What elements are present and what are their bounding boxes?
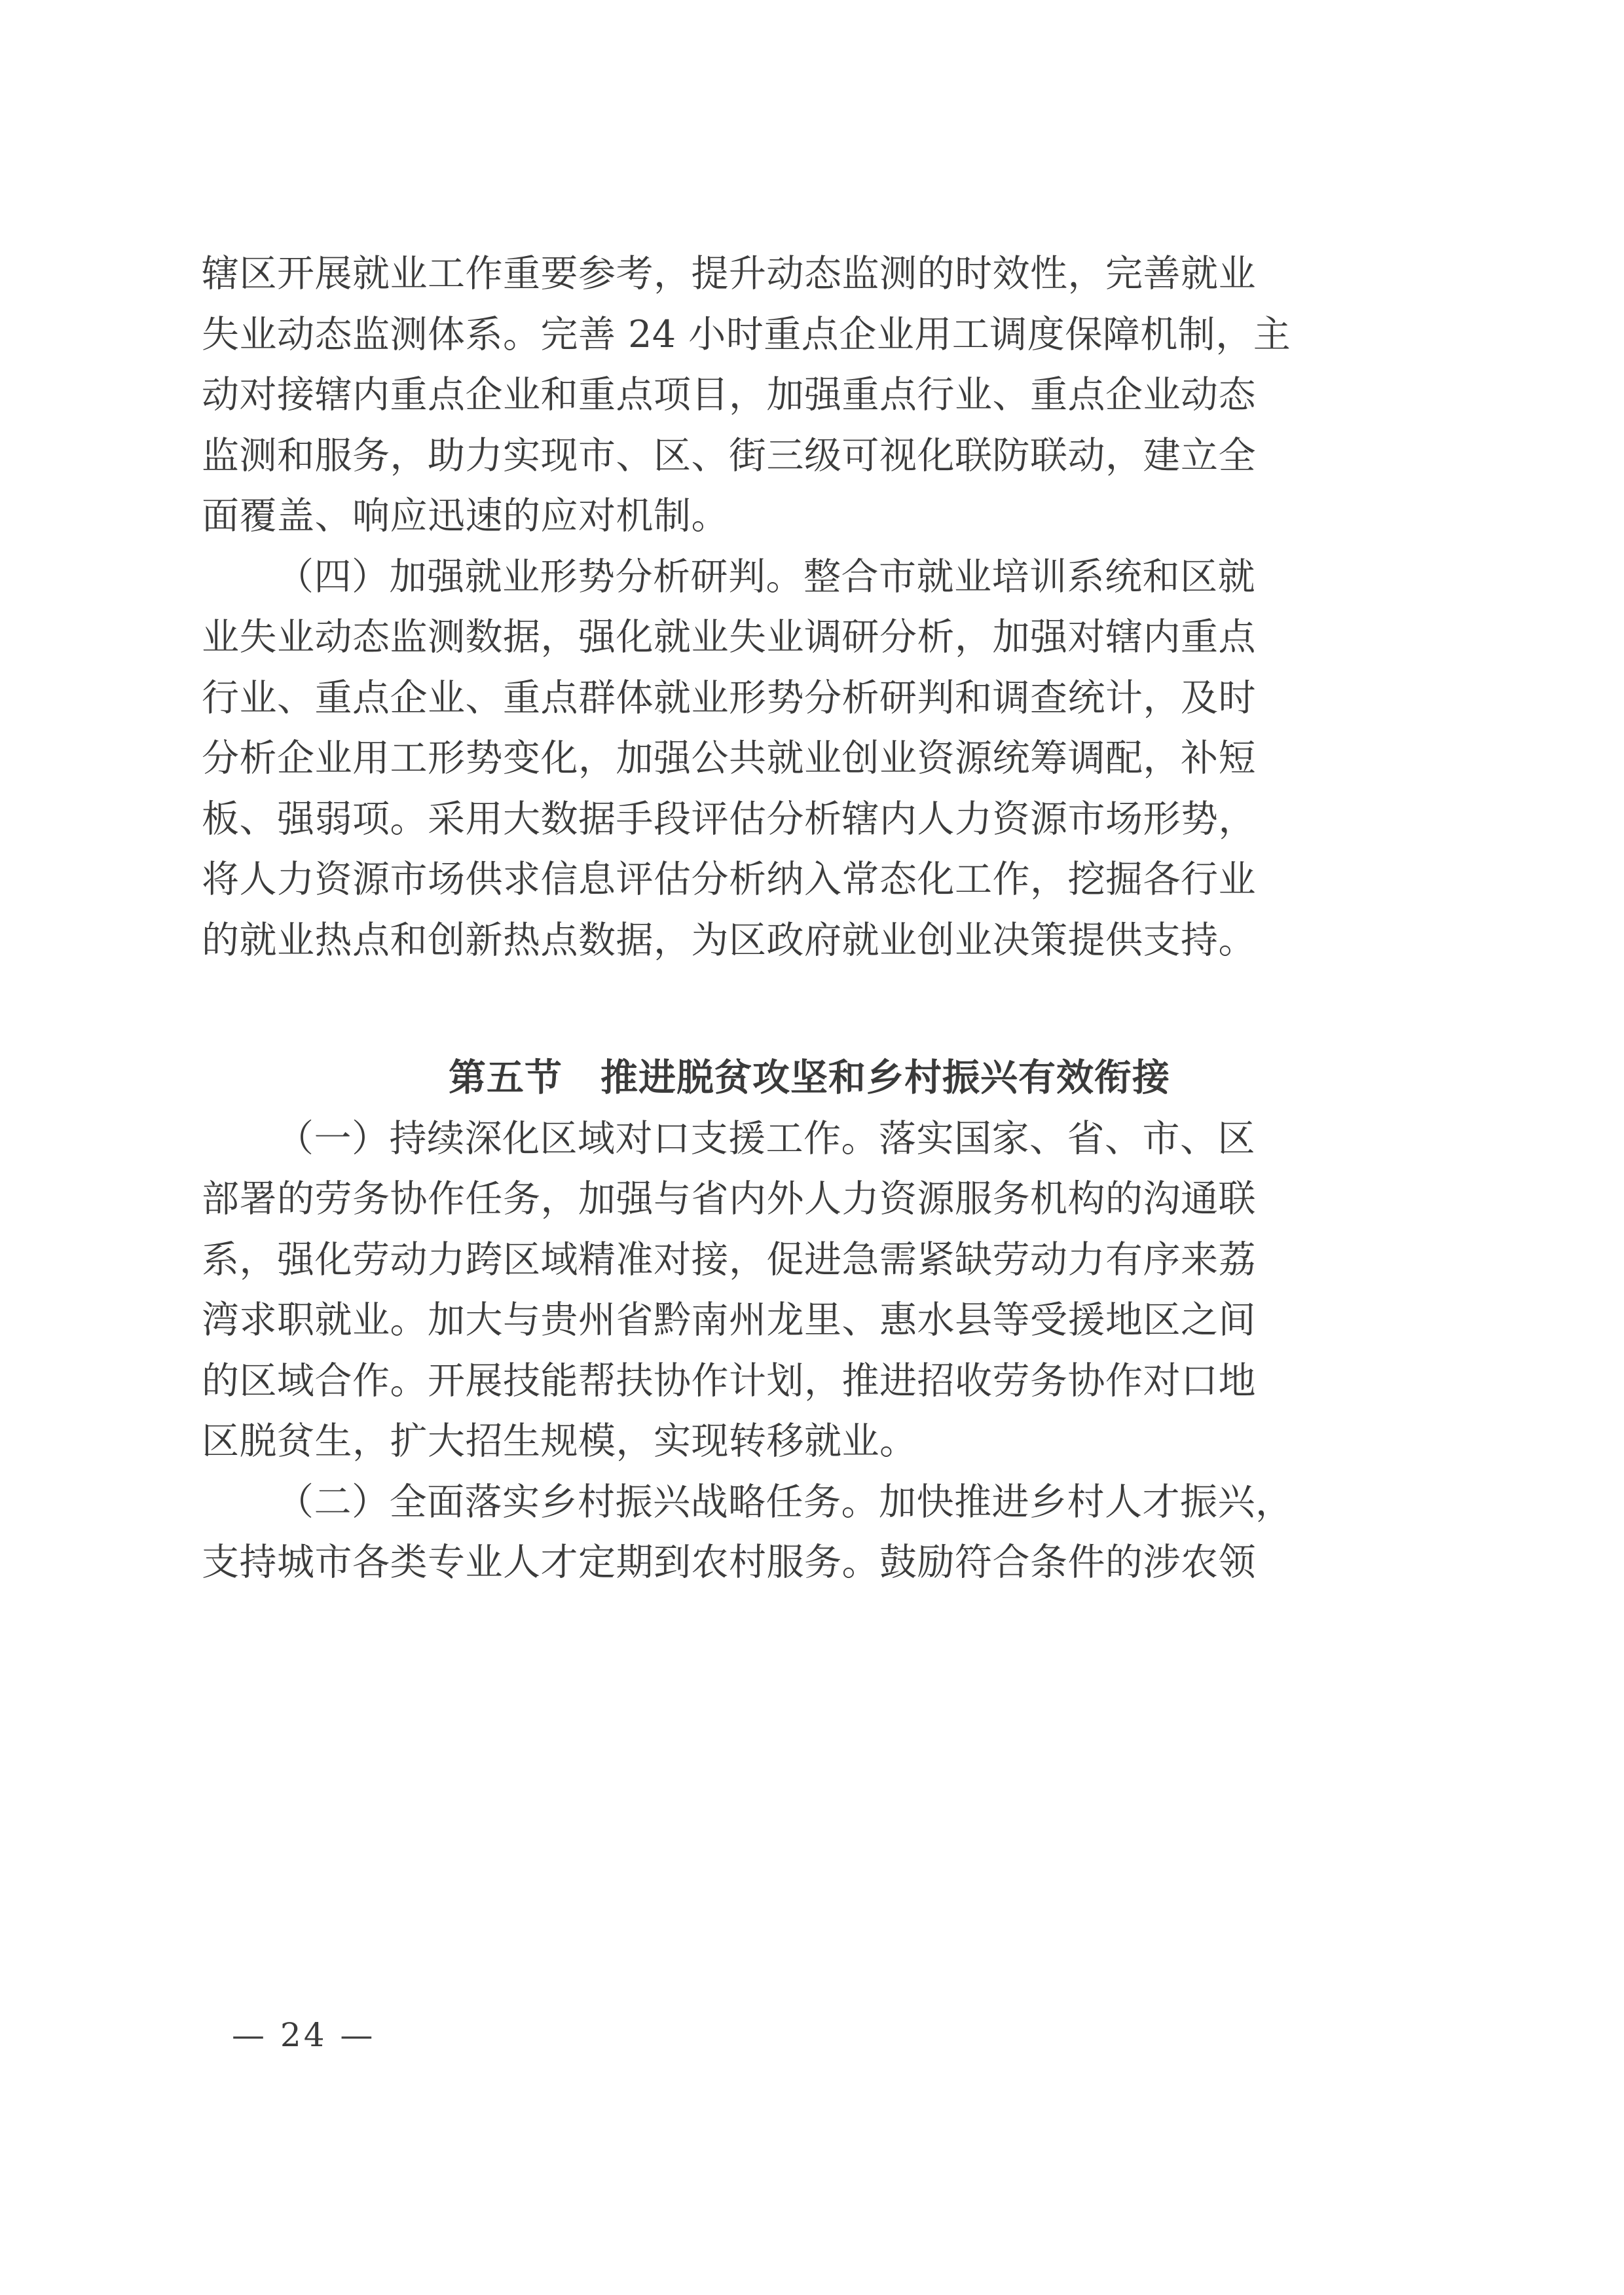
line-text: 系，强化劳动力跨区域精准对接，促进急需紧缺劳动力有序来荔 <box>202 1238 1256 1281</box>
line-text: 辖区开展就业工作重要参考，提升动态监测的时效性，完善就业 <box>202 252 1256 295</box>
line-text: 的区域合作。开展技能帮扶协作计划，推进招收劳务协作对口地 <box>202 1359 1256 1403</box>
line-text: 行业、重点企业、重点群体就业形势分析研判和调查统计，及时 <box>202 676 1256 720</box>
spacer-before-heading <box>202 970 1417 1048</box>
line-text: 业失业动态监测数据，强化就业失业调研分析，加强对辖内重点 <box>202 615 1256 659</box>
paragraph-item-four <box>202 547 1417 971</box>
line-text: 面覆盖、响应迅速的应对机制。 <box>202 494 729 538</box>
line-text: （二）全面落实乡村振兴战略任务。加快推进乡村人才振兴， <box>276 1480 1293 1524</box>
text-line <box>202 365 1417 426</box>
text-line <box>202 1230 1417 1291</box>
text-line <box>202 1109 1417 1169</box>
line-text: （四）加强就业形势分析研判。整合市就业培训系统和区就 <box>276 555 1255 598</box>
text-line <box>202 426 1417 487</box>
line-text: （一）持续深化区域对口支援工作。落实国家、省、市、区 <box>276 1116 1255 1160</box>
text-line <box>202 1532 1417 1593</box>
text-line <box>202 547 1417 608</box>
text-line <box>202 668 1417 729</box>
line-text: 部署的劳务协作任务，加强与省内外人力资源服务机构的沟通联 <box>202 1177 1256 1221</box>
text-line <box>202 1351 1417 1412</box>
line-text: 湾求职就业。加大与贵州省黔南州龙里、惠水县等受援地区之间 <box>202 1298 1256 1342</box>
line-text: 的就业热点和创新热点数据，为区政府就业创业决策提供支持。 <box>202 918 1256 962</box>
text-line <box>202 728 1417 789</box>
text-line <box>202 1411 1417 1472</box>
text-line <box>202 849 1417 910</box>
line-text: 将人力资源市场供求信息评估分析纳入常态化工作，挖掘各行业 <box>202 858 1256 901</box>
line-text: 支持城市各类专业人才定期到农村服务。鼓励符合条件的涉农领 <box>202 1541 1256 1584</box>
page-number: — 24 — <box>232 2016 376 2054</box>
text-line <box>202 1169 1417 1230</box>
section-heading: 第五节 推进脱贫攻坚和乡村振兴有效衔接 <box>449 1056 1170 1099</box>
paragraph-continuation <box>202 244 1417 547</box>
page-footer <box>202 2015 1417 2055</box>
line-text: 监测和服务，助力实现市、区、街三级可视化联防联动，建立全 <box>202 433 1256 477</box>
text-line <box>202 607 1417 668</box>
text-line <box>202 244 1417 304</box>
line-text: 板、强弱项。采用大数据手段评估分析辖内人力资源市场形势， <box>202 797 1256 841</box>
text-line <box>202 1290 1417 1351</box>
line-text: 失业动态监测体系。完善 24 小时重点企业用工调度保障机制，主 <box>202 312 1291 356</box>
line-text: 分析企业用工形势变化，加强公共就业创业资源统筹调配，补短 <box>202 737 1256 780</box>
page-text-block <box>202 244 1417 1593</box>
text-line <box>202 789 1417 850</box>
paragraph-item-one <box>202 1109 1417 1472</box>
line-text: 区脱贫生，扩大招生规模，实现转移就业。 <box>202 1420 917 1463</box>
line-text: 动对接辖内重点企业和重点项目，加强重点行业、重点企业动态 <box>202 373 1256 416</box>
text-line <box>202 486 1417 547</box>
paragraph-item-two <box>202 1472 1417 1593</box>
text-line <box>202 304 1417 365</box>
text-line <box>202 1472 1417 1533</box>
text-line <box>202 910 1417 971</box>
